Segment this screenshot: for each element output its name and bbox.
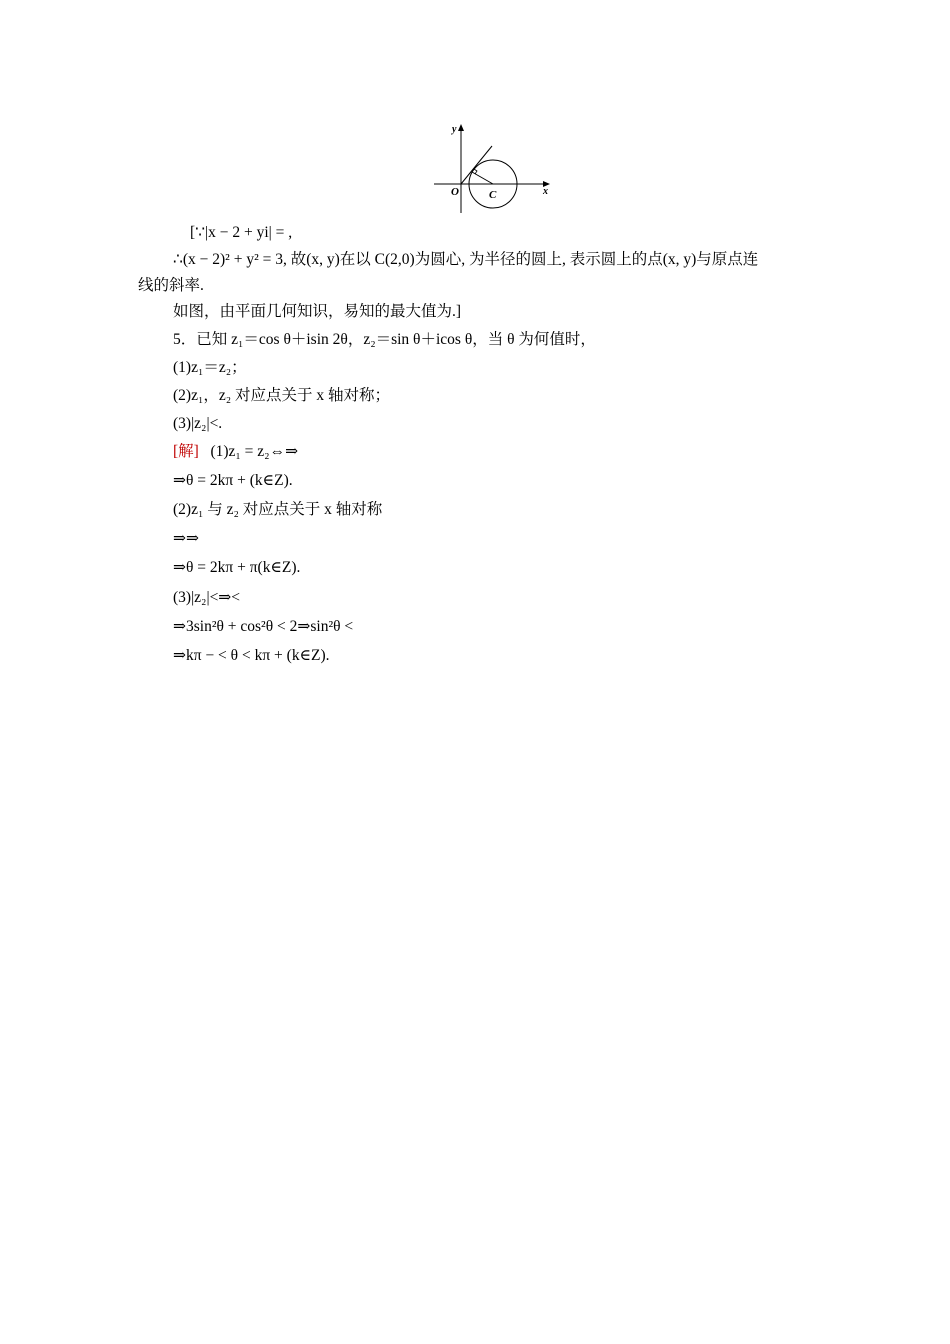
circle-tangent-figure [430,118,560,214]
answer-1-text: (1)z₁ = z₂⇔⇒ [210,443,299,460]
solution-line-2a: ∴(x − 2)² + y² = 3, 故(x, y)在以 C(2,0)为圆心, 为半径的圆上, 表示圆上的点(x, y)与原点连 [173,251,759,268]
x-axis-label: x [543,186,548,197]
answer-line-8: ⇒kπ − < θ < kπ + (k∈Z). [173,647,330,664]
problem-5-part-2: (2)z₁，z₂ 对应点关于 x 轴对称； [173,387,391,404]
answer-line-3: (2)z₁ 与 z₂ 对应点关于 x 轴对称 [173,501,383,518]
solution-line-1: [∵|x − 2 + yi| = , [190,224,293,241]
tangent-line [461,146,492,184]
problem-5-part-3: (3)|z₂|<. [173,415,223,432]
center-label: C [489,189,497,201]
origin-label: O [451,186,459,198]
problem-5-statement: 5．已知 z₁＝cos θ＋isin 2θ，z₂＝sin θ＋icos θ，当 θ 为何值时， [173,331,596,348]
y-axis-label: y [452,124,457,135]
answer-line-2: ⇒θ = 2kπ + (k∈Z). [173,472,293,489]
solution-line-2b: 线的斜率. [138,277,204,294]
solution-tag: [解] [173,443,199,460]
answer-line-6: (3)|z₂|<⇒< [173,589,241,606]
answer-line-5: ⇒θ = 2kπ + π(k∈Z). [173,559,301,576]
y-axis-arrow [458,124,464,131]
solution-line-3: 如图，由平面几何知识，易知的最大值为.] [173,303,462,320]
answer-line-4: ⇒⇒ [173,530,199,547]
answer-line-7: ⇒3sin²θ + cos²θ < 2⇒sin²θ < [173,618,354,635]
problem-5-part-1: (1)z₁＝z₂； [173,359,247,376]
answer-line-1 [173,442,298,462]
